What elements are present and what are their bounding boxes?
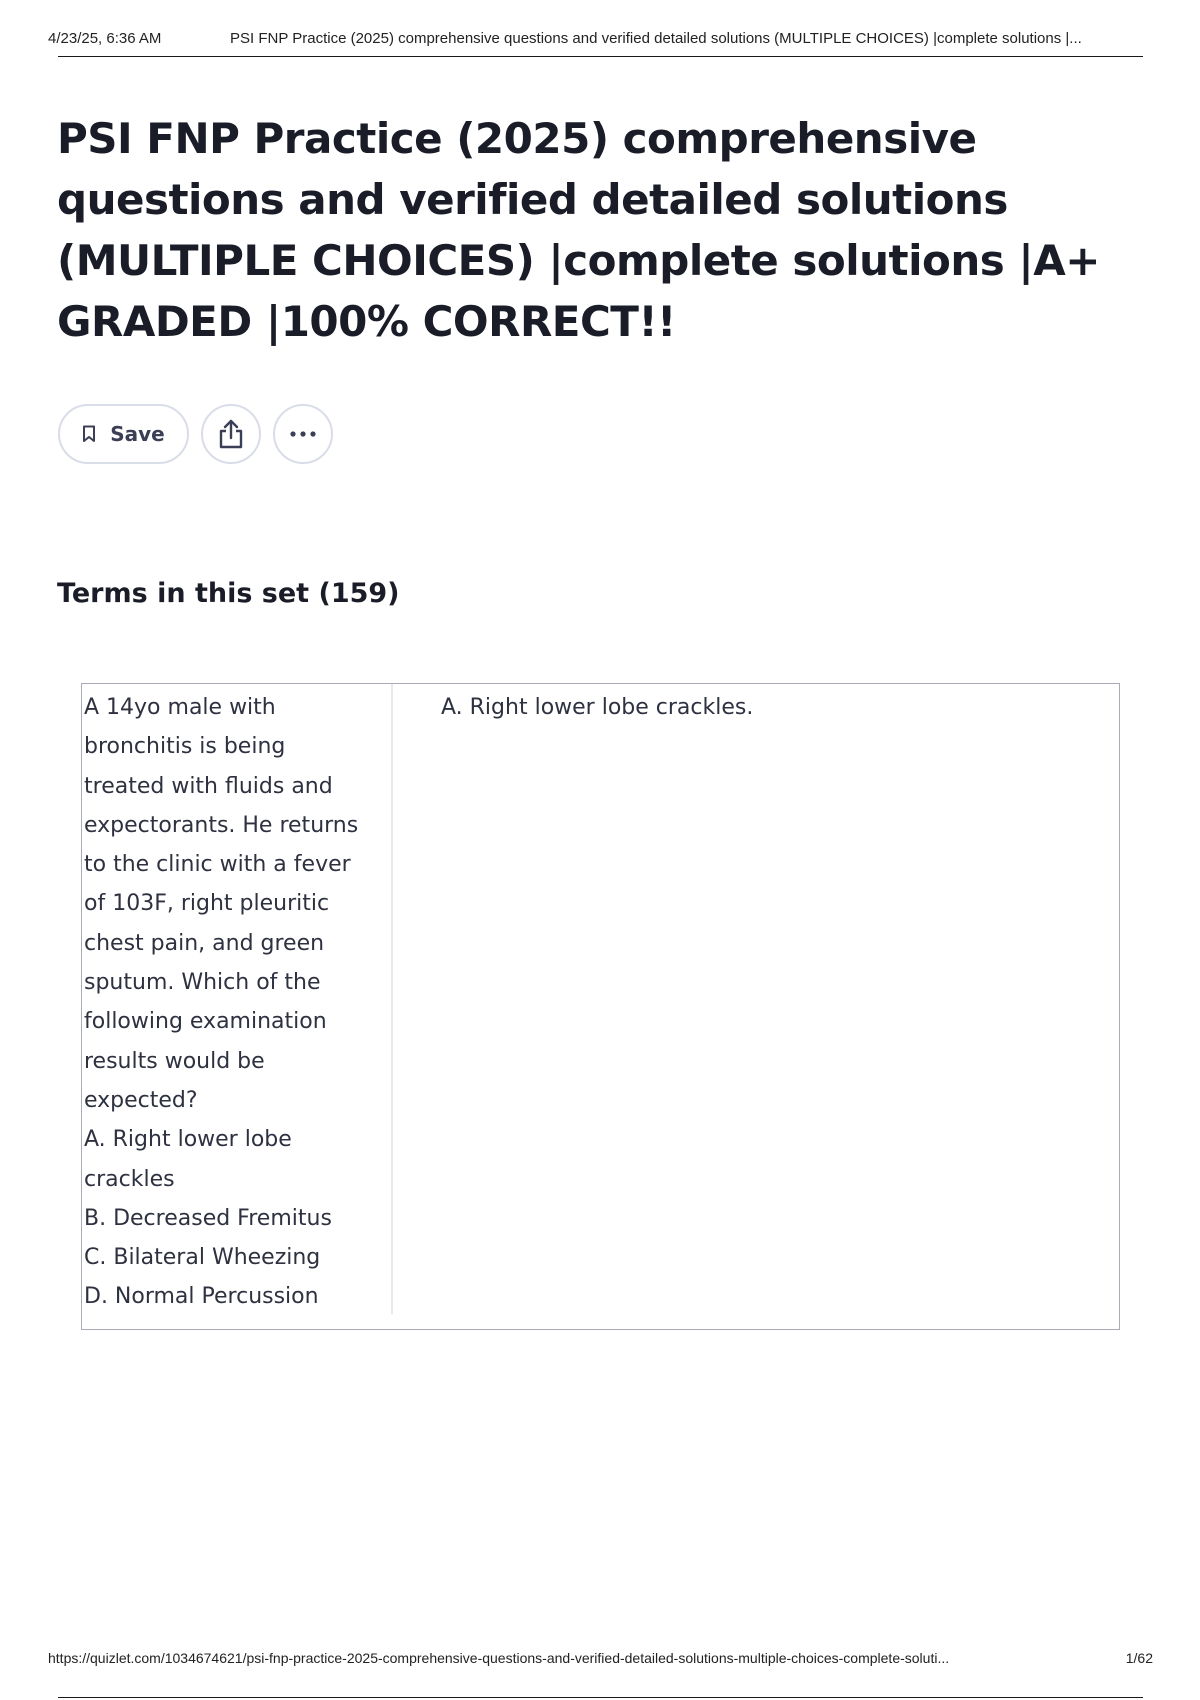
save-button-label: Save bbox=[110, 422, 165, 446]
term-question-line: results would be bbox=[84, 1048, 265, 1074]
term-card bbox=[81, 683, 1120, 1330]
header-rule bbox=[58, 56, 1143, 57]
print-doc-title: PSI FNP Practice (2025) comprehensive questions and verified detailed solutions (MULTIPLE CHOICES) |complete solutions |... bbox=[230, 30, 1082, 47]
term-question-line: A. Right lower lobe bbox=[84, 1127, 292, 1153]
term-question-line: to the clinic with a fever bbox=[84, 852, 351, 878]
save-button[interactable] bbox=[58, 404, 189, 464]
term-question bbox=[84, 688, 384, 1317]
bookmark-icon bbox=[82, 425, 96, 443]
term-divider bbox=[391, 684, 393, 1314]
more-options-icon bbox=[289, 430, 317, 438]
share-icon bbox=[216, 418, 246, 450]
term-question-line: A 14yo male with bbox=[84, 695, 276, 720]
term-question-line: bronchitis is being bbox=[84, 734, 286, 760]
term-question-line: treated with fluids and bbox=[84, 773, 333, 799]
term-question-line: crackles bbox=[84, 1166, 175, 1192]
term-question-line: C. Bilateral Wheezing bbox=[84, 1245, 321, 1271]
term-question-line: chest pain, and green bbox=[84, 930, 325, 956]
page-title: PSI FNP Practice (2025) comprehensive questions and verified detailed solutions (MULTIPLE CHOICES) |complete solutions |A+ GRADED |100% CORRECT!! bbox=[57, 114, 1100, 346]
term-question-line: B. Decreased Fremitus bbox=[84, 1205, 332, 1231]
print-url: https://quizlet.com/1034674621/psi-fnp-practice-2025-comprehensive-questions-and-verified-detailed-solutions-multiple-choices-complete-soluti... bbox=[48, 1650, 950, 1666]
term-question-line: of 103F, right pleuritic bbox=[84, 891, 330, 917]
more-options-button[interactable] bbox=[273, 404, 333, 464]
term-question-line: expected? bbox=[84, 1087, 198, 1113]
term-question-line: sputum. Which of the bbox=[84, 970, 321, 996]
print-datetime: 4/23/25, 6:36 AM bbox=[48, 30, 162, 47]
term-answer: A. Right lower lobe crackles. bbox=[441, 695, 754, 720]
term-question-line: expectorants. He returns bbox=[84, 812, 359, 838]
term-question-line: D. Normal Percussion bbox=[84, 1284, 319, 1310]
footer-rule bbox=[58, 1697, 1143, 1698]
term-question-line: following examination bbox=[84, 1009, 327, 1035]
terms-heading: Terms in this set (159) bbox=[57, 578, 400, 609]
action-bar bbox=[58, 404, 333, 464]
share-button[interactable] bbox=[201, 404, 261, 464]
print-page-number: 1/62 bbox=[1125, 1650, 1153, 1666]
